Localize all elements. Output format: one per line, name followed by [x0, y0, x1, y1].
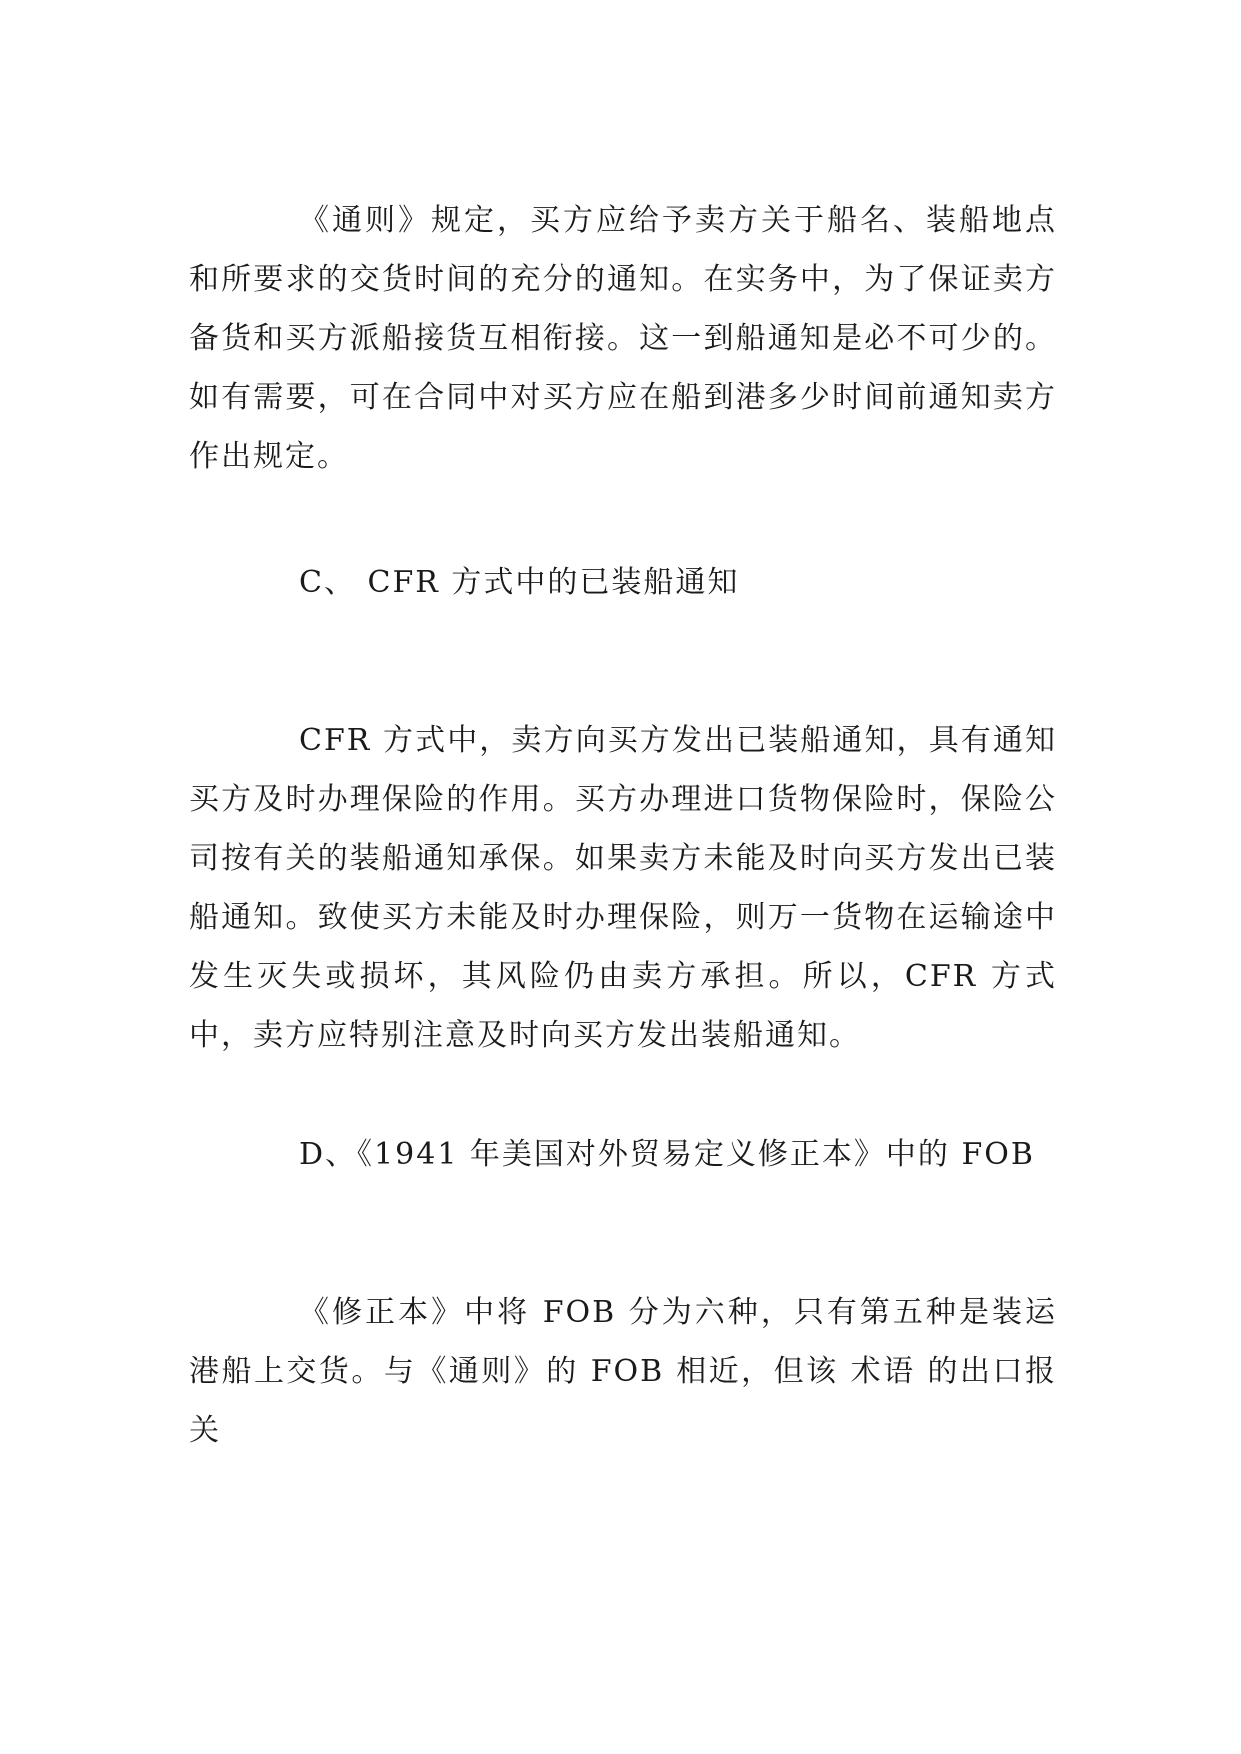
- paragraph-buyer-notice: 《通则》规定，买方应给予卖方关于船名、装船地点和所要求的交货时间的充分的通知。在实务中，为了保证卖方备货和买方派船接货互相衔接。这一到船通知是必不可少的。如有需要，可在合同中对买方应在船到港多少时间前通知卖方作出规定。: [189, 203, 1057, 474]
- section-heading-c: C、 CFR 方式中的已装船通知: [299, 565, 740, 600]
- paragraph-revised-fob: 《修正本》中将 FOB 分为六种，只有第五种是装运港船上交货。与《通则》的 FOB 相近，但该 术语 的出口报关: [189, 1295, 1057, 1448]
- paragraph-cfr-shipping-notice: CFR 方式中，卖方向买方发出已装船通知，具有通知买方及时办理保险的作用。买方办理进口货物保险时，保险公司按有关的装船通知承保。如果卖方未能及时向买方发出已装船通知。致使买方未能及时办理保险，则万一货物在运输途中发生灭失或损坏，其风险仍由卖方承担。所以，CFR 方式中，卖方应特别注意及时向买方发出装船通知。: [189, 723, 1057, 1053]
- section-heading-d: D、《1941 年美国对外贸易定义修正本》中的 FOB: [299, 1137, 1035, 1172]
